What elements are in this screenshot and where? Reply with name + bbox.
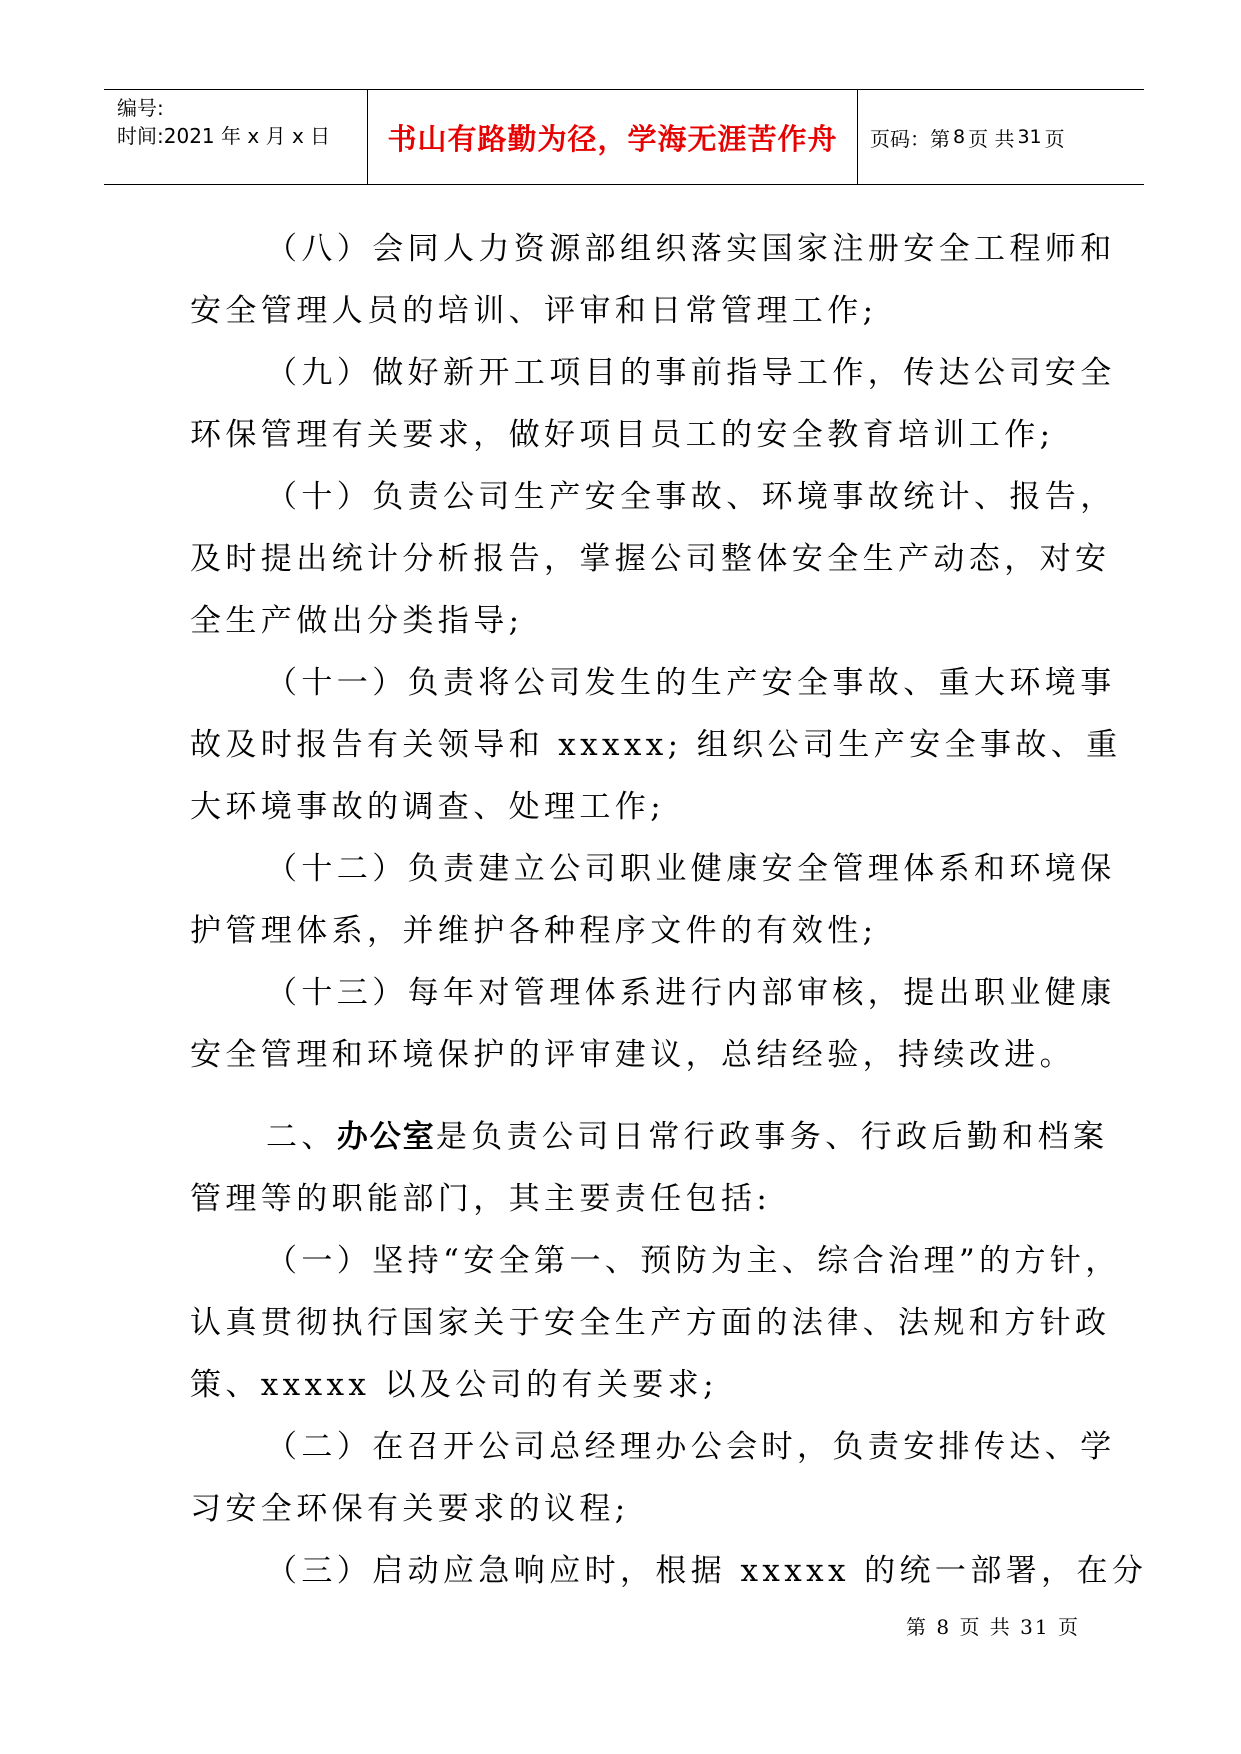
paragraph-line: 及时提出统计分析报告，掌握公司整体安全生产动态，对安 (190, 541, 1111, 577)
page-current: 8 (953, 126, 966, 148)
paragraph-line: 安全管理人员的培训、评审和日常管理工作; (190, 293, 878, 329)
page-header (104, 89, 1144, 185)
header-motto (368, 90, 858, 184)
motto-text: 书山有路勤为径，学海无涯苦作舟 (387, 121, 838, 156)
paragraph-line: （十二）负责建立公司职业健康安全管理体系和环境保 (266, 851, 1116, 887)
paragraph-line: （十）负责公司生产安全事故、环境事故统计、报告， (266, 479, 1116, 515)
paragraph-line: （九）做好新开工项目的事前指导工作，传达公司安全 (266, 355, 1116, 391)
paragraph-line: 认真贯彻执行国家关于安全生产方面的法律、法规和方针政 (190, 1305, 1111, 1341)
paragraph-line: 全生产做出分类指导; (190, 603, 524, 639)
time-month-suffix: 月 (265, 124, 286, 148)
page-footer: 第 8 页 共 31 页 (906, 1615, 1080, 1639)
section-text: 是负责公司日常行政事务、行政后勤和档案 (435, 1119, 1109, 1155)
section-title: 办公室 (336, 1119, 436, 1155)
section-number: 二、 (266, 1119, 337, 1155)
page-prefix: 页码：第 (870, 126, 950, 151)
page-middle: 页 共 (968, 126, 1015, 151)
paragraph-line: 护管理体系，并维护各种程序文件的有效性; (190, 913, 878, 949)
page-suffix: 页 (1044, 126, 1065, 151)
page-total: 31 (1017, 126, 1042, 148)
section-gap (190, 1086, 1065, 1106)
paragraph-line: （十一）负责将公司发生的生产安全事故、重大环境事 (266, 665, 1116, 701)
time-label: 时间: (117, 124, 164, 148)
paragraph-line: （十三）每年对管理体系进行内部审核，提出职业健康 (266, 975, 1116, 1011)
paragraph-line: 策、xxxxx 以及公司的有关要求; (190, 1367, 718, 1403)
time-day: x (291, 124, 304, 148)
paragraph-line: 大环境事故的调查、处理工作; (190, 789, 666, 825)
document-body (190, 218, 1148, 1602)
time-day-suffix: 日 (310, 124, 331, 148)
paragraph-line: 习安全环保有关要求的议程; (190, 1491, 630, 1527)
paragraph-line: （一）坚持“安全第一、预防为主、综合治理”的方针， (266, 1243, 1121, 1279)
paragraph-line: （三）启动应急响应时，根据 xxxxx 的统一部署，在分 (266, 1553, 1148, 1589)
time-year-suffix: 年 (221, 124, 242, 148)
paragraph-line: 环保管理有关要求，做好项目员工的安全教育培训工作; (190, 417, 1055, 453)
paragraph-line: 安全管理和环境保护的评审建议，总结经验，持续改进。 (190, 1037, 1075, 1073)
header-meta (104, 90, 368, 184)
paragraph-line: 故及时报告有关领导和 xxxxx; 组织公司生产安全事故、重 (190, 727, 1122, 763)
time-line (117, 122, 367, 150)
paragraph-line: （二）在召开公司总经理办公会时，负责安排传达、学 (266, 1429, 1116, 1465)
paragraph-line: 管理等的职能部门，其主要责任包括: (190, 1181, 772, 1217)
time-month: x (247, 124, 260, 148)
section-heading-line (190, 1106, 1109, 1168)
header-page-number (858, 90, 1144, 184)
time-year: 2021 (163, 124, 215, 148)
paragraph-line: （八）会同人力资源部组织落实国家注册安全工程师和 (266, 231, 1116, 267)
serial-label: 编号: (117, 96, 164, 120)
